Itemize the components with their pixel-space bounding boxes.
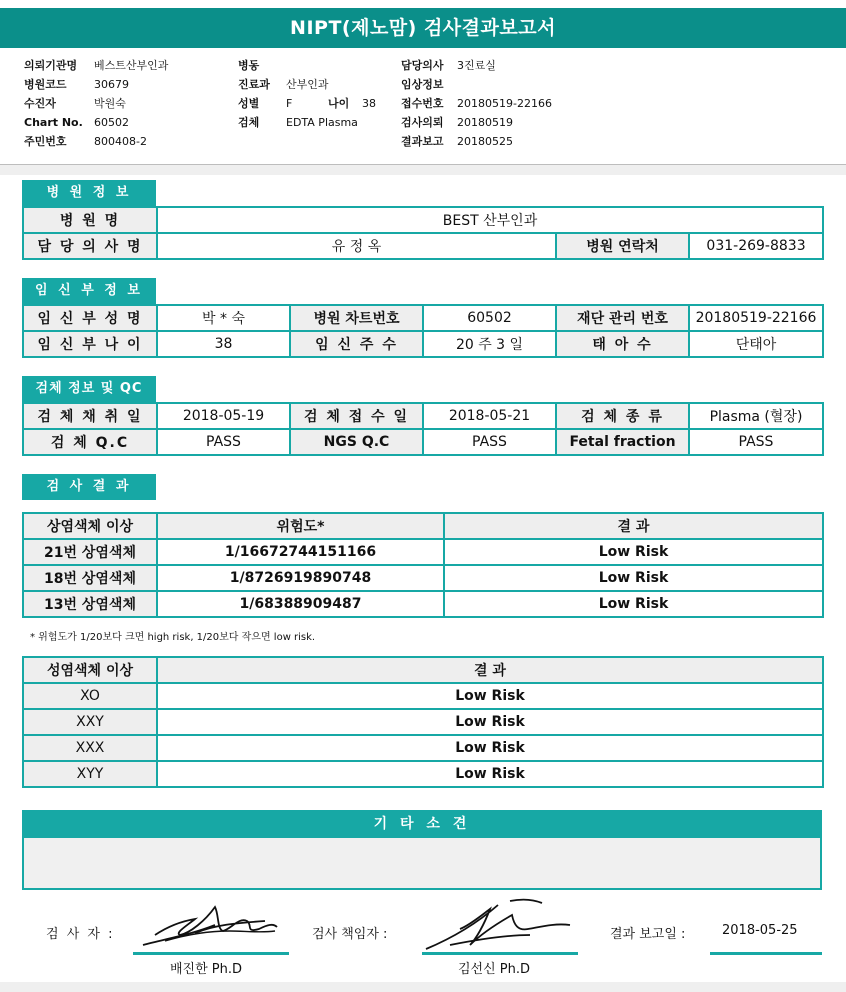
ngs-qc: PASS: [423, 429, 556, 455]
tester-name: 배진한 Ph.D: [170, 962, 243, 977]
autosome-name: 18번 상염색체: [23, 565, 157, 591]
sex-chrom-result: Low Risk: [157, 761, 823, 787]
cell-header: 임 신 부 성 명: [23, 305, 157, 331]
fetal-fraction: PASS: [689, 429, 823, 455]
cell-header: 검 체 Q.C: [23, 429, 157, 455]
risk-footnote: * 위험도가 1/20보다 크면 high risk, 1/20보다 작으면 low risk.: [30, 632, 316, 643]
table-row: [23, 565, 823, 591]
dept-label: 진료과: [238, 78, 270, 91]
cell-header: 결 과: [444, 513, 823, 539]
cell-header: 검 체 종 류: [556, 403, 689, 429]
header-label: 결과보고: [401, 135, 444, 148]
hospital-name: BEST 산부인과: [157, 207, 823, 233]
autosome-risk: 1/16672744151166: [157, 539, 444, 565]
sex-chrom-name: XXX: [23, 735, 157, 761]
table-row: [23, 513, 823, 539]
header-col-request: [401, 56, 552, 151]
header-value: 30679: [94, 78, 129, 91]
cell-header: Fetal fraction: [556, 429, 689, 455]
cell-header: 위험도*: [157, 513, 444, 539]
cell-header: 병원 차트번호: [290, 305, 423, 331]
autosome-result: Low Risk: [444, 565, 823, 591]
pregnant-name: 박 * 숙: [157, 305, 290, 331]
header-label: 주민번호: [24, 135, 67, 148]
table-row: [23, 233, 823, 259]
header-label: 담당의사: [401, 59, 444, 72]
autosome-table: [22, 512, 824, 618]
cell-header: 재단 관리 번호: [556, 305, 689, 331]
cell-header: 담 당 의 사 명: [23, 233, 157, 259]
chief-signature: [420, 895, 585, 955]
autosome-name: 13번 상염색체: [23, 591, 157, 617]
section-hospital-label: 병 원 정 보: [22, 180, 156, 206]
chief-label: 검사 책임자 :: [312, 927, 388, 942]
pregnant-table: [22, 304, 824, 358]
sex-chrom-result: Low Risk: [157, 709, 823, 735]
sex-chromosome-table: [22, 656, 824, 788]
hospital-table: [22, 206, 824, 260]
header-label: 의뢰기관명: [24, 59, 78, 72]
divider-bar: [0, 165, 846, 175]
table-row: [23, 429, 823, 455]
specimen-label: 검체: [238, 116, 260, 129]
cell-header: 검 체 채 취 일: [23, 403, 157, 429]
autosome-risk: 1/68388909487: [157, 591, 444, 617]
autosome-name: 21번 상염색체: [23, 539, 157, 565]
sex-chrom-name: XXY: [23, 709, 157, 735]
report-date: 2018-05-25: [722, 923, 798, 938]
header-label: 임상정보: [401, 78, 444, 91]
cell-header: NGS Q.C: [290, 429, 423, 455]
table-row: [23, 683, 823, 709]
sex-chrom-result: Low Risk: [157, 735, 823, 761]
cell-header: 병원 연락처: [556, 233, 689, 259]
age-value: 38: [362, 97, 376, 110]
chief-name: 김선신 Ph.D: [458, 962, 531, 977]
header-col-patient: [24, 56, 168, 151]
section-result-label: 검 사 결 과: [22, 474, 156, 500]
receive-date: 2018-05-21: [423, 403, 556, 429]
specimen-type: Plasma (혈장): [689, 403, 823, 429]
table-row: [23, 735, 823, 761]
specimen-qc: PASS: [157, 429, 290, 455]
sex-label: 성별: [238, 97, 260, 110]
header-label: 검사의뢰: [401, 116, 444, 129]
header-value: 60502: [94, 116, 129, 129]
pregnant-age: 38: [157, 331, 290, 357]
sex-chrom-name: XYY: [23, 761, 157, 787]
age-label: 나이: [328, 97, 350, 110]
cell-header: 상염색체 이상: [23, 513, 157, 539]
mgmt-number: 20180519-22166: [689, 305, 823, 331]
specimen-table: [22, 402, 824, 456]
chief-underline: [422, 952, 578, 955]
ward-label: 병동: [238, 59, 260, 72]
table-row: [23, 207, 823, 233]
collect-date: 2018-05-19: [157, 403, 290, 429]
header-label: 수진자: [24, 97, 56, 110]
cell-header: 태 아 수: [556, 331, 689, 357]
table-row: [23, 539, 823, 565]
header-value: 3진료실: [457, 59, 496, 72]
report-date-underline: [710, 952, 822, 955]
autosome-result: Low Risk: [444, 539, 823, 565]
hospital-contact: 031-269-8833: [689, 233, 823, 259]
cell-header: 결 과: [157, 657, 823, 683]
fetus-count: 단태아: [689, 331, 823, 357]
tester-underline: [133, 952, 289, 955]
cell-header: 성염색체 이상: [23, 657, 157, 683]
cell-header: 임 신 부 나 이: [23, 331, 157, 357]
header-col-clinic: [238, 56, 376, 132]
table-row: [23, 305, 823, 331]
chart-number: 60502: [423, 305, 556, 331]
header-value: 20180519: [457, 116, 513, 129]
sex-chrom-result: Low Risk: [157, 683, 823, 709]
table-row: [23, 657, 823, 683]
cell-header: 임 신 주 수: [290, 331, 423, 357]
specimen-value: EDTA Plasma: [286, 116, 358, 129]
sex-chrom-name: XO: [23, 683, 157, 709]
header-label: 병원코드: [24, 78, 67, 91]
other-findings-title: 기 타 소 견: [22, 810, 822, 838]
table-row: [23, 709, 823, 735]
report-header: [0, 50, 846, 165]
tester-signature: [135, 895, 285, 953]
section-specimen-label: 검체 정보 및 QC: [22, 376, 156, 402]
bottom-bar: [0, 982, 846, 992]
table-row: [23, 591, 823, 617]
header-value: 800408-2: [94, 135, 147, 148]
section-pregnant-label: 임 신 부 정 보: [22, 278, 156, 304]
dept-value: 산부인과: [286, 78, 329, 91]
report-date-label: 결과 보고일 :: [610, 927, 686, 942]
header-value: 20180519-22166: [457, 97, 552, 110]
table-row: [23, 403, 823, 429]
other-findings-body: [22, 838, 822, 890]
header-label: 접수번호: [401, 97, 444, 110]
header-value: 20180525: [457, 135, 513, 148]
table-row: [23, 331, 823, 357]
pregnancy-weeks: 20 주 3 일: [423, 331, 556, 357]
header-value: 베스트산부인과: [94, 59, 169, 72]
autosome-result: Low Risk: [444, 591, 823, 617]
autosome-risk: 1/8726919890748: [157, 565, 444, 591]
header-value: 박원숙: [94, 97, 126, 110]
header-label: Chart No.: [24, 116, 83, 129]
cell-header: 검 체 접 수 일: [290, 403, 423, 429]
cell-header: 병 원 명: [23, 207, 157, 233]
tester-label: 검 사 자 :: [46, 927, 115, 942]
sex-value: F: [286, 97, 293, 110]
report-title: NIPT(제노맘) 검사결과보고서: [0, 8, 846, 48]
doctor-name: 유 정 옥: [157, 233, 556, 259]
table-row: [23, 761, 823, 787]
